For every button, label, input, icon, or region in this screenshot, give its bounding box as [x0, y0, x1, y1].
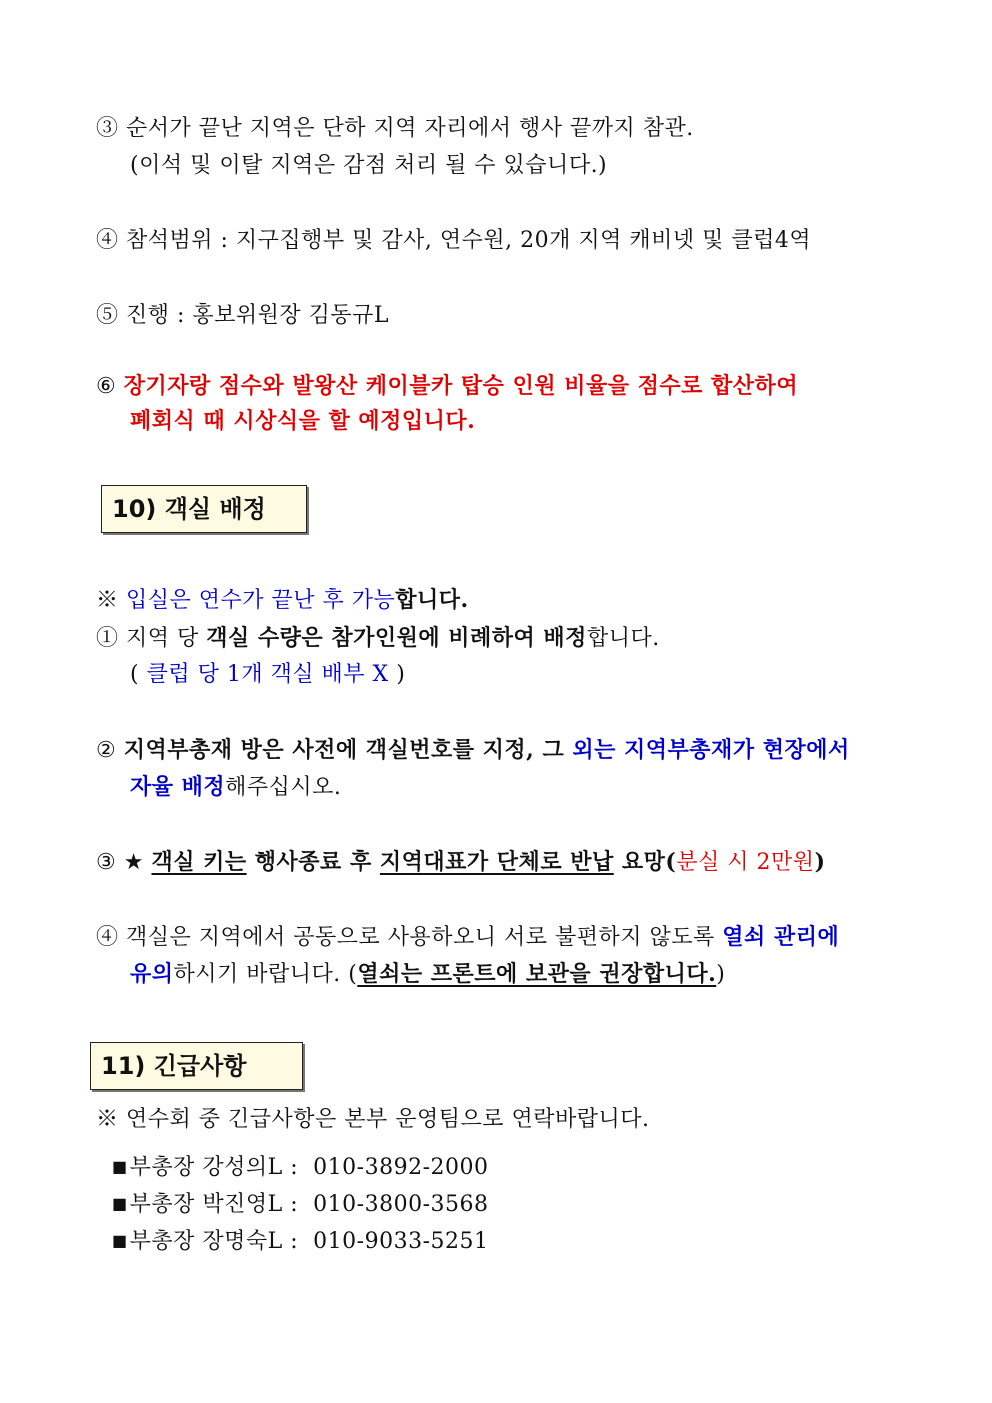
item-number: ③	[96, 116, 119, 141]
rooms-item-2-line-2	[130, 772, 341, 803]
paren-text: 클럽 당 1개 객실 배부 X	[146, 662, 389, 687]
item-4	[96, 226, 811, 256]
contact-label: 부총장 장명숙L :	[129, 1229, 299, 1254]
item-3-line-1	[96, 114, 694, 144]
bullet-icon: ■	[112, 1157, 128, 1176]
item-text-a: 지역 당	[126, 626, 207, 651]
item-text-a: 객실은 지역에서 공동으로 사용하오니 서로 불편하지 않도록	[126, 925, 723, 950]
contact-phone: 010-9033-5251	[313, 1229, 489, 1254]
rooms-item-2-line-1	[96, 735, 850, 766]
item-text-b: 행사종료 후	[246, 849, 380, 875]
item-text-bold: 객실 수량은 참가인원에 비례하여 배정	[206, 625, 587, 651]
item-5	[96, 301, 389, 331]
item-number: ①	[96, 626, 119, 651]
item-text-b: 외는 지역부총재가 현장에서	[572, 737, 850, 763]
item-6-line-2: 폐회식 때 시상식을 할 예정입니다.	[130, 408, 476, 434]
section-heading-emergency: 11) 긴급사항	[90, 1042, 303, 1090]
bullet-icon: ■	[112, 1194, 128, 1213]
rooms-item-4-line-2	[130, 959, 725, 990]
contact-label: 부총장 강성의L :	[129, 1155, 299, 1180]
item-6-line-1	[96, 371, 798, 402]
item-text-d: 하시기 바랍니다. (	[173, 962, 358, 987]
item-text-f: )	[716, 962, 726, 987]
item-number: ④	[96, 925, 119, 950]
paren-close: )	[388, 662, 406, 687]
contact-phone: 010-3800-3568	[313, 1192, 489, 1217]
contact-row	[112, 1189, 489, 1220]
item-text-c: 유의	[130, 961, 174, 987]
item-text-d: 요망(	[613, 849, 677, 875]
item-text-a: 객실 키는	[151, 849, 247, 875]
item-text-f: )	[814, 849, 826, 875]
note-rest: 합니다.	[395, 587, 469, 613]
item-text: 장기자랑 점수와 발왕산 케이블카 탑승 인원 비율을 점수로 합산하여	[123, 373, 799, 399]
item-text-d: 해주십시오.	[225, 775, 342, 800]
item-text: 참석범위 : 지구집행부 및 감사, 연수원, 20개 지역 캐비넷 및 클럽4역	[126, 228, 812, 253]
item-number: ⑤	[96, 303, 119, 328]
item-text-c: 합니다.	[586, 626, 660, 651]
item-number: ④	[96, 228, 119, 253]
emergency-note: ※ 연수회 중 긴급사항은 본부 운영팀으로 연락바랍니다.	[96, 1107, 650, 1132]
rooms-item-1	[96, 623, 660, 654]
item-text-e: 분실 시 2만원	[676, 850, 815, 875]
item-number: ⑥	[96, 374, 117, 399]
item-text-e: 열쇠는 프론트에 보관을 권장합니다.	[357, 961, 717, 987]
rooms-note	[96, 585, 469, 616]
item-text-c: 자율 배정	[130, 774, 226, 800]
item-text-b: 열쇠 관리에	[722, 924, 840, 950]
note-mark: ※	[96, 588, 119, 613]
item-text: 순서가 끝난 지역은 단하 지역 자리에서 행사 끝까지 참관.	[126, 116, 694, 141]
rooms-item-1-note	[130, 660, 405, 690]
star-icon: ★	[123, 850, 144, 875]
item-text-c: 지역대표가 단체로 반납	[379, 849, 614, 875]
rooms-item-3	[96, 847, 825, 878]
item-text: 진행 : 홍보위원장 김동규L	[126, 303, 390, 328]
paren-open: (	[130, 662, 147, 687]
rooms-item-4-line-1	[96, 922, 839, 953]
bullet-icon: ■	[112, 1231, 128, 1250]
note-highlight: 입실은 연수가 끝난 후 가능	[126, 588, 396, 613]
contact-row	[112, 1226, 489, 1257]
item-3-note: (이석 및 이탈 지역은 감점 처리 될 수 있습니다.)	[130, 153, 608, 178]
item-number: ②	[96, 738, 117, 763]
contact-label: 부총장 박진영L :	[129, 1192, 299, 1217]
contact-row	[112, 1152, 489, 1183]
contact-phone: 010-3892-2000	[313, 1155, 489, 1180]
item-number: ③	[96, 850, 117, 875]
section-heading-rooms: 10) 객실 배정	[101, 485, 307, 533]
item-text-a: 지역부총재 방은 사전에 객실번호를 지정, 그	[123, 737, 573, 763]
